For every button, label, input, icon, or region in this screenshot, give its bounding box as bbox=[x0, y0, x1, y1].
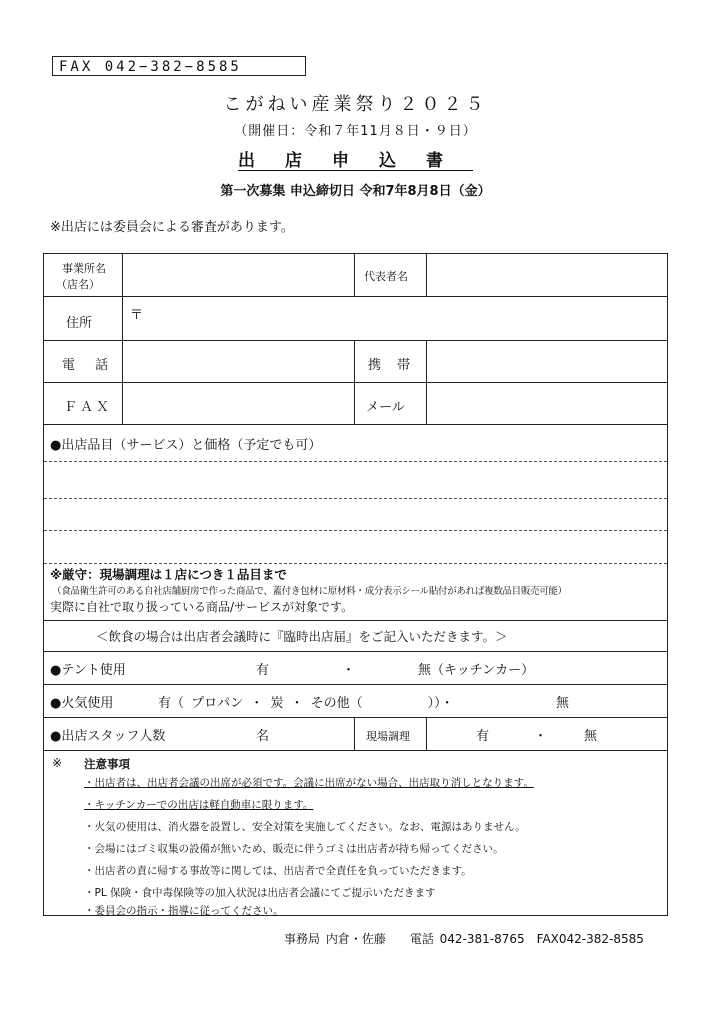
dashed-divider bbox=[44, 563, 667, 564]
notes-title: 注意事項 bbox=[84, 757, 130, 771]
review-note: ※出店には委員会による審査があります。 bbox=[50, 220, 294, 235]
column-divider bbox=[354, 254, 355, 296]
column-divider bbox=[426, 254, 427, 296]
row-divider bbox=[44, 296, 667, 297]
note-item: ・委員会の指示・指導に従ってください。 bbox=[84, 905, 284, 917]
dashed-divider bbox=[44, 530, 667, 531]
food-note: ＜飲食の場合は出店者会議時に『臨時出店届』をご記入いただきます。＞ bbox=[96, 629, 508, 644]
tent-no-option[interactable]: 無（キッチンカー） bbox=[418, 663, 535, 678]
tent-label: ●テント使用 bbox=[50, 663, 126, 678]
column-divider bbox=[426, 340, 427, 424]
cooking-yes-option[interactable]: 有 bbox=[476, 729, 490, 744]
phone-label: 電 話 bbox=[62, 358, 117, 373]
cooking-no-option[interactable]: 無 bbox=[584, 729, 598, 744]
note-item: ・火気の使用は、消火器を設置し、安全対策を実施してください。なお、電源はありません。 bbox=[84, 821, 526, 833]
staff-count-label: ●出店スタッフ人数 bbox=[50, 729, 166, 744]
address-label: 住所 bbox=[66, 316, 93, 331]
own-products-note: 実際に自社で取り扱っている商品/サービスが対象です。 bbox=[50, 600, 354, 614]
fax-number-box: FAX 042−382−8585 bbox=[52, 56, 306, 76]
postal-mark: 〒 bbox=[130, 308, 144, 323]
fax-label: ＦＡＸ bbox=[64, 400, 113, 415]
row-divider bbox=[44, 382, 667, 383]
note-item: ・会場にはゴミ収集の設備が無いため、販売に伴うゴミは出店者が持ち帰ってください。 bbox=[84, 843, 504, 855]
row-divider bbox=[44, 684, 667, 685]
event-dates: （開催日：令和７年11月８日・９日） bbox=[234, 124, 477, 139]
notes-mark: ※ bbox=[52, 756, 63, 770]
form-heading-text: 出店申込書 bbox=[238, 151, 473, 171]
cooking-separator: ・ bbox=[534, 729, 548, 744]
staff-count-unit: 名 bbox=[256, 729, 270, 744]
application-form bbox=[43, 253, 668, 916]
row-divider bbox=[44, 340, 667, 341]
mobile-label: 携 帯 bbox=[368, 358, 417, 373]
fire-options[interactable]: 有（ プロパン ・ 炭 ・ その他（ ））・ bbox=[158, 696, 454, 711]
row-divider bbox=[44, 717, 667, 718]
strict-note: （食品衛生許可のある自社店舗厨房で作った商品で、蓋付き包材に原材料・成分表示シール貼付があれば複数品目販売可能） bbox=[52, 586, 567, 597]
contact-footer: 事務局 内倉・佐藤 電話 042-381-8765 FAX042-382-8585 bbox=[284, 932, 644, 946]
on-site-cooking-label: 現場調理 bbox=[366, 730, 410, 743]
note-item: ・出店者は、出店者会議の出席が必須です。会議に出席がない場合、出店取り消しとなります。 bbox=[84, 777, 534, 789]
event-title: こがねい産業祭り２０２５ bbox=[223, 94, 488, 115]
row-divider bbox=[44, 620, 667, 621]
column-divider bbox=[354, 717, 355, 750]
note-item: ・キッチンカーでの出店は軽自動車に限ります。 bbox=[84, 799, 314, 811]
business-name-label: 事業所名 bbox=[62, 262, 106, 275]
column-divider bbox=[354, 340, 355, 424]
row-divider bbox=[44, 424, 667, 425]
representative-label: 代表者名 bbox=[364, 270, 408, 283]
shop-name-label: （店名） bbox=[56, 278, 100, 291]
dashed-divider bbox=[44, 461, 667, 462]
tent-yes-option[interactable]: 有 bbox=[256, 663, 270, 678]
tent-separator: ・ bbox=[342, 663, 356, 678]
fire-no-option[interactable]: 無 bbox=[556, 696, 570, 711]
dashed-divider bbox=[44, 498, 667, 499]
items-label: ●出店品目（サービス）と価格（予定でも可） bbox=[50, 438, 322, 453]
form-heading bbox=[0, 146, 711, 171]
row-divider bbox=[44, 651, 667, 652]
strict-rule: ※厳守：現場調理は１店につき１品目まで bbox=[50, 567, 287, 582]
recruitment-deadline: 第一次募集 申込締切日 令和7年8月8日（金） bbox=[220, 184, 491, 199]
fire-label: ●火気使用 bbox=[50, 696, 114, 711]
row-divider bbox=[44, 750, 667, 751]
label-column-divider bbox=[122, 254, 123, 424]
note-item: ・出店者の責に帰する事故等に関しては、出店者で全責任を負っていただきます。 bbox=[84, 865, 472, 877]
column-divider bbox=[426, 717, 427, 750]
note-item: ・PL 保険・食中毒保険等の加入状況は出店者会議にてご提示いただきます bbox=[84, 887, 436, 899]
email-label: メール bbox=[366, 400, 405, 415]
